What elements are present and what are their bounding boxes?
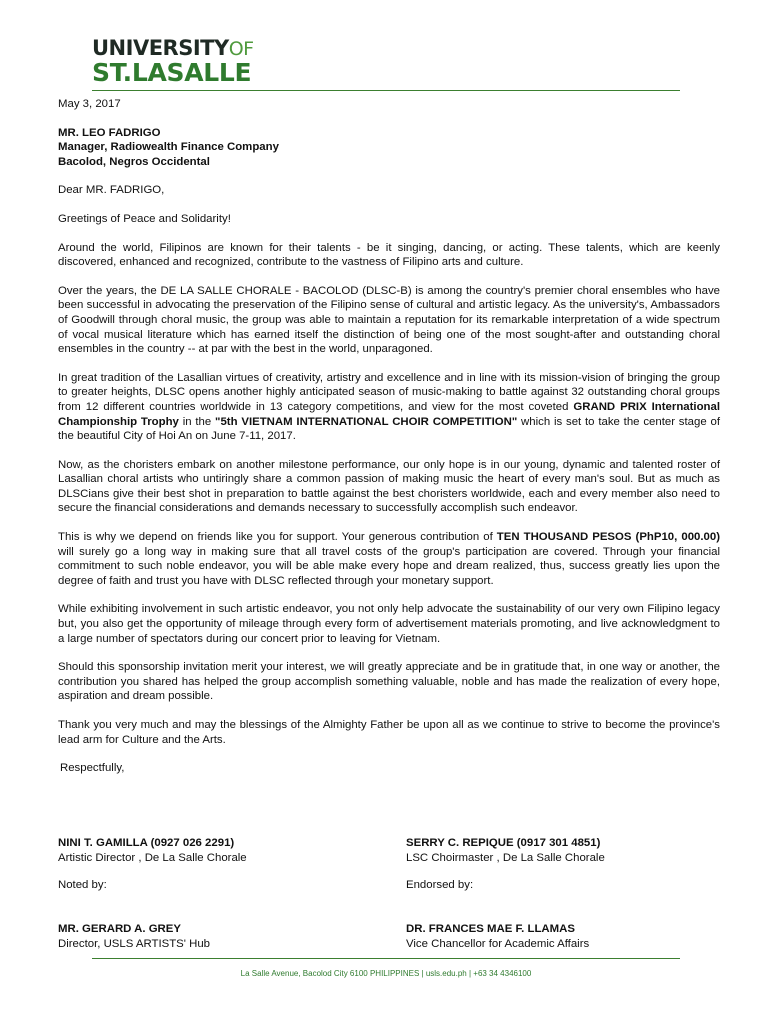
signatory-name: DR. FRANCES MAE F. LLAMAS	[406, 923, 575, 935]
signatory-artistic-director	[58, 836, 358, 865]
letter-body	[58, 97, 720, 776]
paragraph-1: Around the world, Filipinos are known for their talents - be it singing, dancing, or acting. These talents, which are keenly discovered, enhanced and recognized, contribute to the vastness of Filipino arts and culture.	[58, 241, 720, 269]
signatory-title: Director, USLS ARTISTS' Hub	[58, 937, 210, 950]
competition-name: "5th VIETNAM INTERNATIONAL CHOIR COMPETITION"	[215, 415, 518, 428]
recipient-location: Bacolod, Negros Occidental	[58, 155, 210, 168]
signatory-title: Vice Chancellor for Academic Affairs	[406, 937, 590, 950]
closing: Respectfully,	[60, 762, 125, 775]
logo-of: OF	[228, 38, 254, 60]
logo-line-university: UNIVERSITYOF	[92, 36, 254, 60]
noted-by-label: Noted by:	[58, 879, 107, 891]
signatory-name: MR. GERARD A. GREY	[58, 923, 181, 935]
signatory-vice-chancellor	[406, 922, 706, 951]
signatory-name: SERRY C. REPIQUE (0917 301 4851)	[406, 837, 601, 849]
salutation: Dear MR. FADRIGO,	[58, 184, 165, 197]
signatory-title: Artistic Director , De La Salle Chorale	[58, 851, 247, 864]
paragraph-2: Over the years, the DE LA SALLE CHORALE - BACOLOD (DLSC-B) is among the country's premier choral ensembles who have been successful in advocating the preservation of the Filipino sense of cultural and artistic legacy. As the university's, Ambassadors of Goodwill through choral music, the group was able to maintain a reputation for its remarkable interpretation of a wide spectrum of vocal musical literature which has earned itself the distinction of being one of the most sought-after and outstanding choral ensembles in the country -- at par with the best in the world, unparagoned.	[58, 284, 720, 356]
signatory-choirmaster	[406, 836, 706, 865]
paragraph-4: Now, as the choristers embark on another milestone performance, our only hope is in our young, dynamic and talented roster of Lasallian choral artists who untiringly share a common passion of making music the heart of every man's soul. But as much as DLSCians give their best shot in preparation to battle against the best choristers worldwide, each and every member also need to secure the financial considerations and demands necessary to successfully accomplish such endeavor.	[58, 458, 720, 515]
recipient-name: MR. LEO FADRIGO	[58, 126, 161, 139]
contribution-amount: TEN THOUSAND PESOS (PhP10, 000.00)	[496, 531, 720, 544]
paragraph-3: In great tradition of the Lasallian virtues of creativity, artistry and excellence and in line with its mission-vision of bringing the group to greater heights, DLSC opens another highly anticipated season of music-making to battle against 32 outstanding choral groups from 12 different countries worldwide in 13 category competitions, and view for the most coveted GRAND PRIX International Championship Trophy in the "5th VIETNAM INTERNATIONAL CHOIR COMPETITION" which is set to take the center stage of the beautiful City of Hoi An on June 7-11, 2017.	[58, 371, 720, 443]
paragraph-8: Thank you very much and may the blessings of the Almighty Father be upon all as we continue to strive to become the province's lead arm for Culture and the Arts.	[58, 719, 720, 746]
signatory-title: LSC Choirmaster , De La Salle Chorale	[406, 851, 605, 864]
footer-address: La Salle Avenue, Bacolod City 6100 PHILIPPINES | usls.edu.ph | +63 34 4346100	[240, 969, 532, 978]
trophy-name: GRAND PRIX International Championship Trophy	[58, 400, 720, 428]
paragraph-7: Should this sponsorship invitation merit your interest, we will greatly appreciate and be in gratitude that, in one way or another, the contribution you shared has helped the group accomplish something valuable, noble and has made the realization of every hope, aspiration and dream possible.	[58, 661, 720, 703]
paragraph-6: While exhibiting involvement in such artistic endeavor, you not only help advocate the sustainability of our very own Filipino legacy but, you also get the opportunity of mileage through every form of advertisement materials promoting, and live acknowledgment to a large number of spectators during our concert prior to leaving for Vietnam.	[58, 603, 720, 645]
header-divider	[92, 90, 680, 91]
letter-date: May 3, 2017	[58, 98, 121, 110]
logo-line-stlasalle: ST.LASALLE	[92, 58, 252, 87]
university-logo	[92, 37, 254, 86]
endorsed-by-label: Endorsed by:	[406, 879, 474, 891]
recipient-title: Manager, Radiowealth Finance Company	[58, 141, 279, 154]
signatory-director	[58, 922, 358, 951]
signatory-name: NINI T. GAMILLA (0927 026 2291)	[58, 837, 235, 849]
footer-divider	[92, 958, 680, 959]
greeting: Greetings of Peace and Solidarity!	[58, 212, 231, 225]
paragraph-5: This is why we depend on friends like you for support. Your generous contribution of TEN THOUSAND PESOS (PhP10, 000.00) will surely go a long way in making sure that all travel costs of the group's participation are covered. Through your financial commitment to such noble endeavor, you will be able make every hope and dream realized, thus, success greatly lies upon the degree of faith and trust you have with DLSC reflected through your monetary support.	[58, 531, 720, 587]
